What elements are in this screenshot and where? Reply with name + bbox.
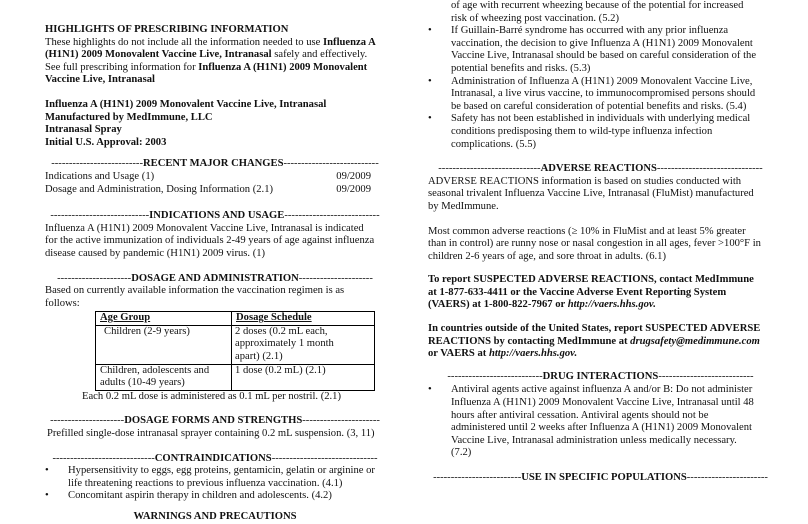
- list-item-line: hours after antiviral cessation. Antiviral agents should not be: [451, 409, 709, 421]
- adverse-line: ADVERSE REACTIONS information is based on studies conducted with: [428, 175, 742, 187]
- indications-line: for the active immunization of individuals 2-49 years of age against influenza: [45, 235, 375, 247]
- recent-changes-section: [45, 158, 385, 196]
- schedule-line: 2 doses (0.2 mL each,: [235, 325, 328, 337]
- outside-line: In countries outside of the United States, report SUSPECTED ADVERSE: [428, 323, 761, 335]
- dosage-line: follows:: [45, 297, 80, 309]
- product-name: Influenza A (H1N1) 2009 Monovalent Vaccine Live, Intranasal: [45, 98, 327, 110]
- age-group-cell: Children, adolescents and adults (10-49 years): [96, 364, 232, 390]
- adverse-heading: [428, 163, 773, 176]
- list-item-line: If Guillain-Barré syndrome has occurred with any prior influenza: [451, 25, 729, 37]
- list-item-line: life threatening reactions to previous influenza vaccination. (4.1): [68, 477, 343, 489]
- populations-heading: [428, 472, 773, 485]
- list-item-line: Concomitant aspirin therapy in children and adolescents. (4.2): [68, 490, 332, 502]
- product-section: [45, 99, 385, 149]
- change-label: Dosage and Administration, Dosing Information (2.1): [45, 183, 274, 195]
- dosage-schedule-cell: [232, 325, 375, 364]
- list-item-line: potential benefits and risks. (5.3): [451, 62, 591, 74]
- highlights-line-3: [45, 62, 385, 75]
- right-column: [428, 0, 773, 485]
- heading-title: INDICATIONS AND USAGE: [149, 210, 285, 222]
- drug-interactions-heading: [428, 371, 773, 384]
- list-item-line: (7.2): [451, 447, 472, 459]
- adverse-common: [428, 226, 773, 264]
- list-item: [428, 25, 773, 75]
- dosage-section: [45, 273, 385, 404]
- dosage-table-row: [96, 325, 375, 364]
- heading-dash: ---------------------: [50, 415, 125, 427]
- heading-title: CONTRAINDICATIONS: [154, 452, 272, 464]
- schedule-line: 1 dose (0.2 mL) (2.1): [235, 364, 326, 376]
- drug-interactions-list: [428, 384, 773, 460]
- product-form: Intranasal Spray: [45, 124, 122, 136]
- heading-title: DRUG INTERACTIONS: [542, 370, 659, 382]
- highlights-title: HIGHLIGHTS OF PRESCRIBING INFORMATION: [45, 24, 289, 35]
- age-group-header: Age Group: [96, 312, 232, 326]
- dosage-schedule-cell: [232, 364, 375, 390]
- report-line: at 1-877-633-4411 or the Vaccine Adverse Event Reporting System: [428, 286, 727, 298]
- indications-section: [45, 210, 385, 260]
- list-item-line: be based on careful consideration of potential benefits and risks. (5.4): [451, 100, 747, 112]
- bullet-icon: •: [428, 384, 432, 396]
- highlights-bold: Influenza A: [323, 36, 376, 48]
- vaers-link[interactable]: http://vaers.hhs.gov.: [567, 299, 656, 311]
- list-item-line: conditions predisposing them to wild-type influenza infection: [451, 125, 713, 137]
- product-approval: Initial U.S. Approval: 2003: [45, 136, 167, 148]
- heading-dash: -----------------------------: [52, 452, 155, 464]
- highlights-text: safely and effectively.: [271, 49, 368, 61]
- dosage-table: [95, 311, 375, 391]
- left-column: [45, 24, 385, 524]
- outside-line: [428, 336, 773, 349]
- change-date: 09/2009: [336, 170, 371, 182]
- list-item-line: Antiviral agents active against influenza A and/or B: Do not administer: [451, 384, 753, 396]
- contraindications-list: [45, 465, 385, 503]
- indications-line: disease caused by pandemic (H1N1) 2009 virus. (1): [45, 247, 266, 259]
- heading-dash: ------------------------------: [656, 163, 763, 175]
- contraindications-heading: [45, 453, 385, 466]
- heading-dash: -----------------------------: [438, 163, 541, 175]
- list-item-line: Intranasal, a live virus vaccine, to immunocompromised persons should: [451, 88, 756, 100]
- bullet-icon: •: [45, 490, 49, 502]
- dosage-schedule-header: Dosage Schedule: [232, 312, 375, 326]
- bullet-icon: •: [428, 25, 432, 37]
- list-item-line: vaccination, the decision to give Influenza A (H1N1) 2009 Monovalent: [451, 37, 753, 49]
- outside-line: [428, 348, 773, 361]
- dosage-heading: [45, 273, 385, 286]
- heading-dash: ----------------------: [302, 415, 380, 427]
- warnings-list: [428, 25, 773, 151]
- adverse-reactions-section: [428, 163, 773, 361]
- report-line: [428, 299, 773, 312]
- heading-title: RECENT MAJOR CHANGES: [142, 158, 284, 170]
- list-item: [45, 490, 385, 503]
- change-label: Indications and Usage (1): [45, 170, 155, 182]
- heading-dash: ----------------------------: [50, 210, 150, 222]
- drug-interactions-section: [428, 371, 773, 460]
- heading-dash: ---------------------------: [284, 210, 380, 222]
- highlights-bold: (H1N1) 2009 Monovalent Vaccine Live, Intranasal: [45, 49, 272, 61]
- list-item-line: Vaccine Live, Intranasal should be based on careful consideration of the: [451, 50, 757, 62]
- change-row: [45, 171, 385, 184]
- highlights-text: These highlights do not include all the information needed to use: [45, 36, 324, 48]
- indications-line: Influenza A (H1N1) 2009 Monovalent Vaccine Live, Intranasal is indicated: [45, 222, 364, 234]
- heading-dash: --------------------------: [51, 158, 143, 170]
- heading-title: USE IN SPECIFIC POPULATIONS: [521, 472, 687, 483]
- heading-dash: -----------------------: [686, 472, 768, 483]
- heading-title: ADVERSE REACTIONS: [540, 163, 657, 175]
- vaers-link[interactable]: http://vaers.hhs.gov.: [488, 348, 578, 360]
- outside-text: REACTIONS by contacting MedImmune at: [428, 335, 631, 347]
- forms-text: Prefilled single-dose intranasal sprayer containing 0.2 mL suspension. (3, 11): [47, 428, 375, 440]
- highlights-line-1: [45, 37, 385, 50]
- heading-dash: ---------------------------: [283, 158, 379, 170]
- list-item-line: Vaccine Live, Intranasal administration unless medically necessary.: [451, 434, 737, 446]
- change-date: 09/2009: [336, 183, 371, 195]
- recent-changes-heading: [45, 158, 385, 171]
- bullet-icon: •: [428, 75, 432, 87]
- highlights-bold: Influenza A (H1N1) 2009 Monovalent: [198, 61, 368, 73]
- highlights-text: See full prescribing information for: [45, 61, 199, 73]
- list-item: [45, 465, 385, 490]
- heading-dash: ---------------------: [57, 272, 132, 284]
- heading-dash: ---------------------------: [658, 370, 754, 382]
- adverse-line: than in control) are runny nose or nasal congestion in all ages, fever >100°F in: [428, 238, 761, 250]
- list-item-line: Influenza A (H1N1) 2009 Monovalent Vaccine Live, Intranasal until 48: [451, 397, 754, 409]
- heading-dash: -------------------------: [433, 472, 522, 483]
- continued-line: risk of wheezing post vaccination. (5.2): [451, 12, 619, 24]
- drugsafety-email-link[interactable]: drugsafety@medimmune.com: [630, 335, 760, 347]
- adverse-line: children 2-6 years of age, and sore throat in adults. (6.1): [428, 250, 666, 262]
- list-item-line: Hypersensitivity to eggs, egg proteins, gentamicin, gelatin or arginine or: [68, 465, 375, 477]
- warnings-heading: WARNINGS AND PRECAUTIONS: [133, 511, 297, 522]
- heading-dash: ------------------------------: [271, 452, 378, 464]
- highlights-section: [45, 24, 385, 87]
- continued-line: of age with recurrent wheezing because of the potential for increased: [451, 0, 744, 11]
- forms-heading: [45, 415, 385, 428]
- adverse-line: by MedImmune.: [428, 200, 499, 212]
- adverse-report: [428, 274, 773, 312]
- list-item-line: Safety has not been established in individuals with underlying medical: [451, 113, 751, 125]
- schedule-line: approximately 1 month: [235, 338, 334, 350]
- dosage-table-header: [96, 312, 375, 326]
- list-item: [428, 384, 773, 460]
- dosage-line: Based on currently available information the vaccination regimen is as: [45, 285, 345, 297]
- list-item: [428, 113, 773, 151]
- highlights-line-2: [45, 49, 385, 62]
- continued-text: [428, 0, 773, 25]
- schedule-line: apart) (2.1): [235, 351, 283, 363]
- outside-text: or VAERS at: [428, 348, 489, 360]
- contraindications-section: [45, 453, 385, 503]
- bullet-icon: •: [428, 113, 432, 125]
- adverse-line: seasonal trivalent Influenza Vaccine Live, Intranasal (FluMist) manufactured: [428, 188, 754, 200]
- forms-section: [45, 415, 385, 440]
- list-item: [428, 76, 773, 114]
- heading-title: DOSAGE FORMS AND STRENGTHS: [124, 415, 303, 427]
- adverse-line: Most common adverse reactions (≥ 10% in FluMist and at least 5% greater: [428, 225, 746, 237]
- list-item-line: Administration of Influenza A (H1N1) 2009 Monovalent Vaccine Live,: [451, 75, 753, 87]
- adverse-outside-us: [428, 323, 773, 361]
- heading-title: DOSAGE AND ADMINISTRATION: [131, 272, 299, 284]
- bullet-icon: •: [45, 465, 49, 477]
- age-group-cell: Children (2-9 years): [96, 325, 232, 364]
- highlights-line-4: Vaccine Live, Intranasal: [45, 74, 155, 86]
- dosage-table-row: [96, 364, 375, 390]
- dosage-note: Each 0.2 mL dose is administered as 0.1 mL per nostril. (2.1): [82, 390, 341, 402]
- heading-dash: ---------------------: [298, 272, 373, 284]
- change-row: [45, 184, 385, 197]
- heading-dash: ---------------------------: [447, 370, 543, 382]
- product-manufacturer: Manufactured by MedImmune, LLC: [45, 111, 213, 123]
- report-line: To report SUSPECTED ADVERSE REACTIONS, contact MedImmune: [428, 274, 754, 286]
- report-text: (VAERS) at 1-800-822-7967 or: [428, 299, 568, 311]
- list-item-line: administered until 2 weeks after Influenza A (H1N1) 2009 Monovalent: [451, 422, 752, 434]
- indications-heading: [45, 210, 385, 223]
- list-item-line: complications. (5.5): [451, 138, 537, 150]
